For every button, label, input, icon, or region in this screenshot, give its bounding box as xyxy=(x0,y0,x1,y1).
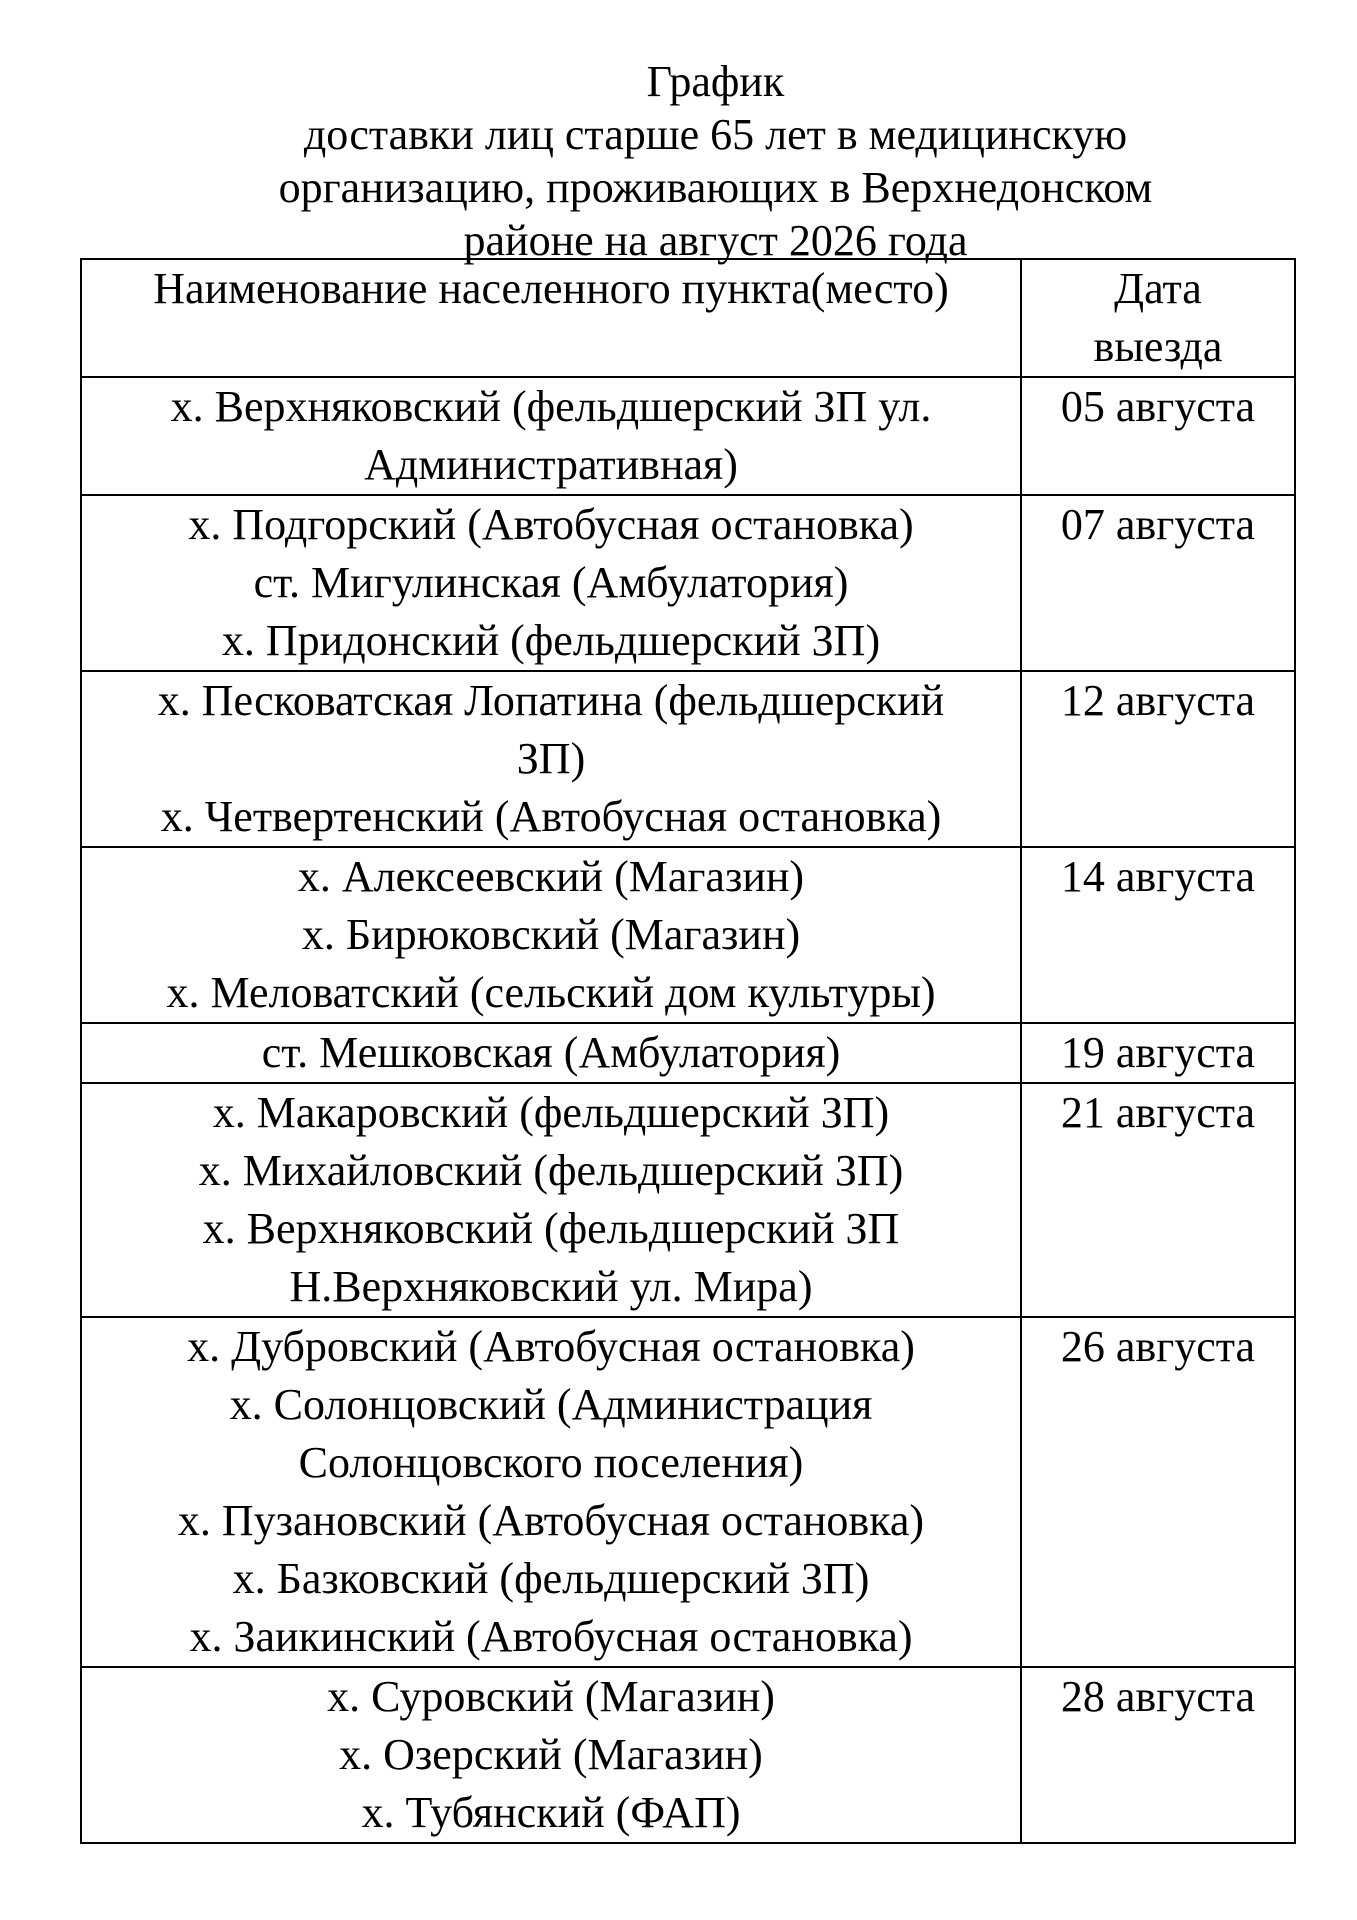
table-row xyxy=(81,377,1295,495)
place-line: Административная) xyxy=(364,440,738,489)
place-line: х. Придонский (фельдшерский ЗП) xyxy=(221,616,881,665)
place-cell xyxy=(81,847,1021,1023)
header-place-label: Наименование населенного пункта(место) xyxy=(153,264,949,313)
place-line: х. Базковский (фельдшерский ЗП) xyxy=(232,1554,870,1603)
place-line: х. Тубянский (ФАП) xyxy=(361,1788,741,1837)
place-line: х. Меловатский (сельский дом культуры) xyxy=(166,968,936,1017)
place-line: Солонцовского поселения) xyxy=(298,1438,804,1487)
title-line-2: доставки лиц старше 65 лет в медицинскую xyxy=(303,110,1128,159)
table-row xyxy=(81,1317,1295,1667)
title-line-1: График xyxy=(646,57,785,106)
place-line: х. Заикинский (Автобусная остановка) xyxy=(189,1612,913,1661)
date-cell xyxy=(1021,671,1295,847)
place-cell xyxy=(81,671,1021,847)
date-cell xyxy=(1021,1023,1295,1083)
date-cell xyxy=(1021,377,1295,495)
header-date xyxy=(1021,259,1295,377)
place-line: Н.Верхняковский ул. Мира) xyxy=(289,1262,813,1311)
date-value: 19 августа xyxy=(1060,1028,1256,1077)
place-line: х. Верхняковский (фельдшерский ЗП xyxy=(202,1204,900,1253)
date-cell xyxy=(1021,1317,1295,1667)
place-line: х. Дубровский (Автобусная остановка) xyxy=(187,1322,915,1371)
table-row xyxy=(81,1083,1295,1317)
header-date-line-1: Дата xyxy=(1114,264,1202,313)
table-row xyxy=(81,847,1295,1023)
date-cell xyxy=(1021,847,1295,1023)
header-date-line-2: выезда xyxy=(1093,322,1223,371)
place-line: х. Солонцовский (Администрация xyxy=(229,1380,873,1429)
date-value: 26 августа xyxy=(1060,1322,1256,1371)
place-line: х. Четвертенский (Автобусная остановка) xyxy=(160,792,942,841)
table-row xyxy=(81,671,1295,847)
table-row xyxy=(81,1667,1295,1843)
place-line: х. Бирюковский (Магазин) xyxy=(301,910,801,959)
table-row xyxy=(81,495,1295,671)
place-line: х. Пузановский (Автобусная остановка) xyxy=(177,1496,925,1545)
date-cell xyxy=(1021,495,1295,671)
date-value: 21 августа xyxy=(1060,1088,1256,1137)
place-line: х. Суровский (Магазин) xyxy=(327,1672,775,1721)
schedule-table xyxy=(80,258,1296,1844)
place-line: ст. Мигулинская (Амбулатория) xyxy=(253,558,849,607)
place-line: ЗП) xyxy=(516,734,586,783)
place-cell xyxy=(81,377,1021,495)
place-line: х. Подгорский (Автобусная остановка) xyxy=(188,500,914,549)
date-cell xyxy=(1021,1083,1295,1317)
title-line-3: организацию, проживающих в Верхнедонском xyxy=(278,163,1153,212)
place-line: х. Макаровский (фельдшерский ЗП) xyxy=(212,1088,890,1137)
header-place xyxy=(81,259,1021,377)
place-cell xyxy=(81,1667,1021,1843)
date-value: 28 августа xyxy=(1060,1672,1256,1721)
date-value: 05 августа xyxy=(1060,382,1256,431)
date-value: 14 августа xyxy=(1060,852,1256,901)
place-line: х. Верхняковский (фельдшерский ЗП ул. xyxy=(170,382,932,431)
place-cell xyxy=(81,1083,1021,1317)
title-line-4: районе на август 2026 года xyxy=(463,216,968,265)
place-cell xyxy=(81,1023,1021,1083)
date-value: 07 августа xyxy=(1060,500,1256,549)
date-value: 12 августа xyxy=(1060,676,1256,725)
place-line: х. Михайловский (фельдшерский ЗП) xyxy=(198,1146,904,1195)
place-cell xyxy=(81,495,1021,671)
place-line: х. Озерский (Магазин) xyxy=(339,1730,763,1779)
place-line: ст. Мешковская (Амбулатория) xyxy=(261,1028,841,1077)
place-line: х. Песковатская Лопатина (фельдшерский xyxy=(157,676,945,725)
table-row xyxy=(81,1023,1295,1083)
date-cell xyxy=(1021,1667,1295,1843)
place-cell xyxy=(81,1317,1021,1667)
table-header-row xyxy=(81,259,1295,377)
place-line: х. Алексеевский (Магазин) xyxy=(297,852,805,901)
document-title xyxy=(0,55,1357,267)
